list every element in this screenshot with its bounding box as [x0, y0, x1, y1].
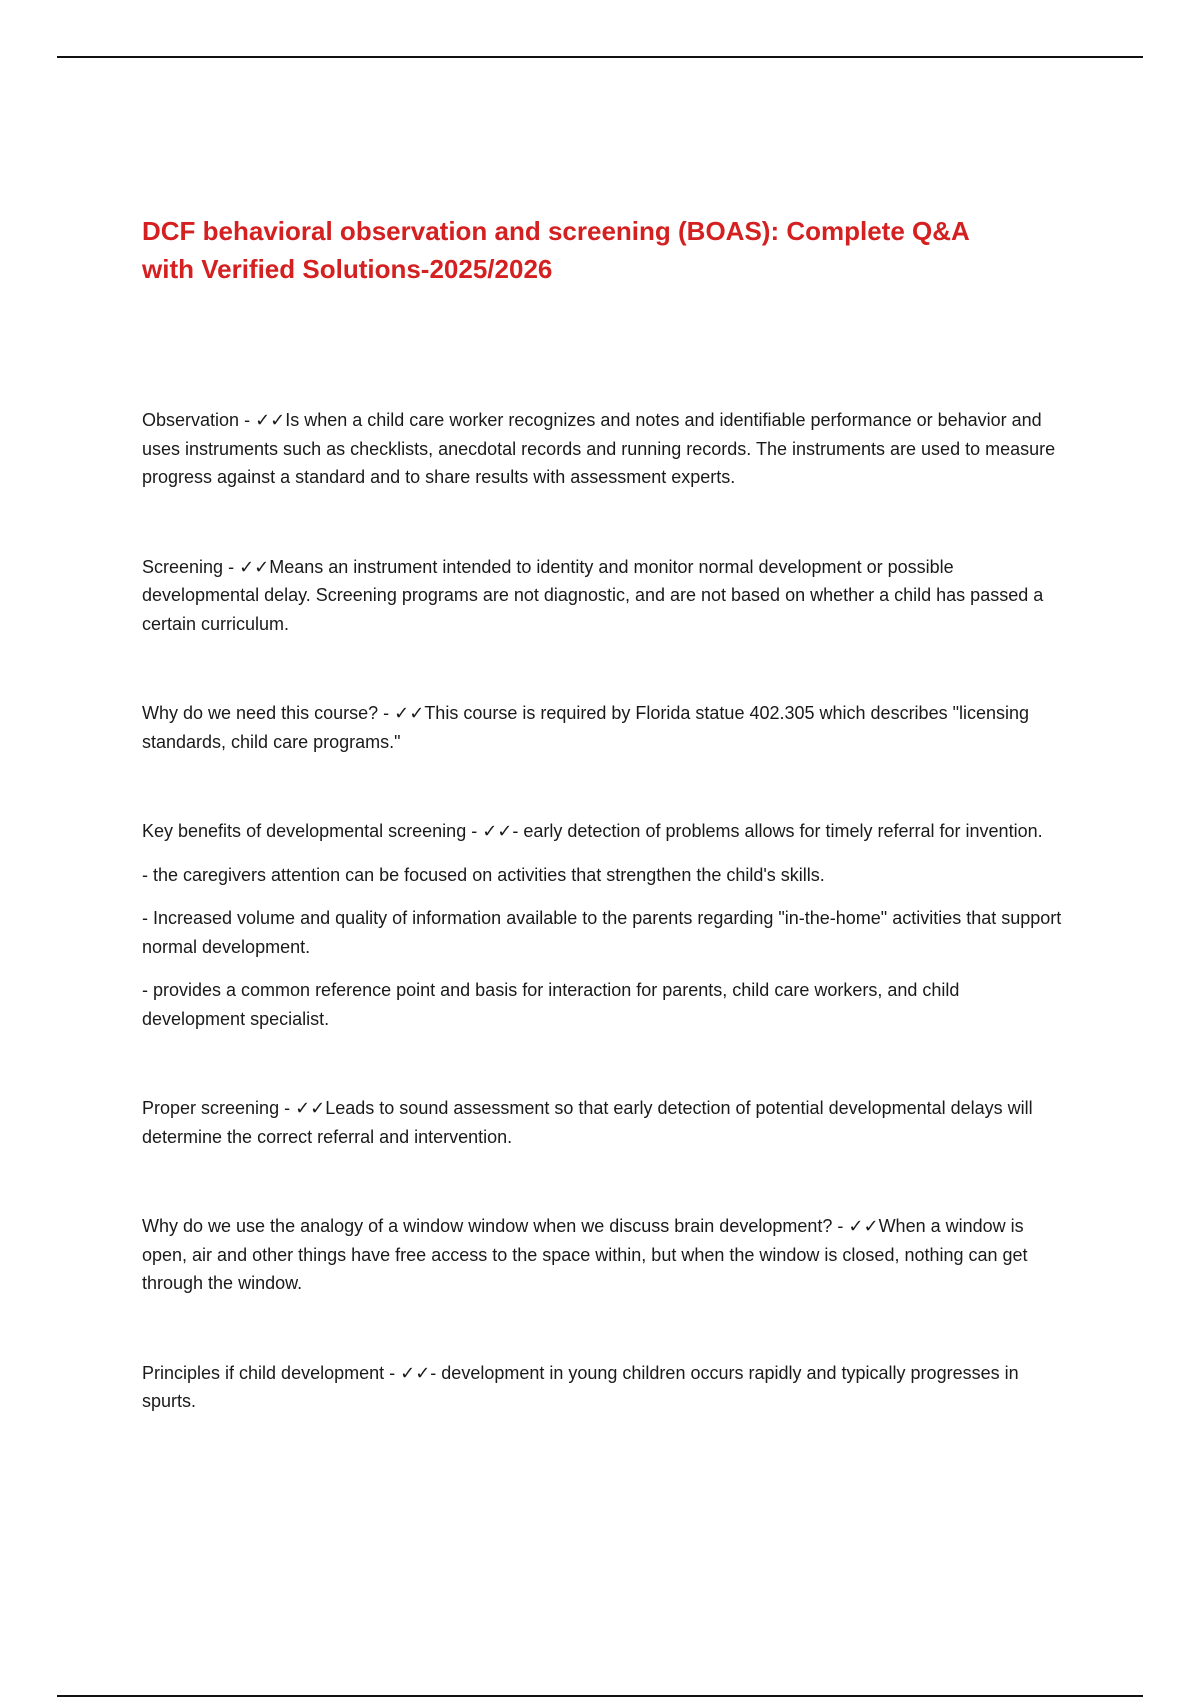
top-divider: [57, 56, 1143, 58]
qa-item: [142, 553, 1062, 639]
check-mark: ✓✓: [482, 821, 513, 841]
answer-text: - early detection of problems allows for timely referral for invention.: [512, 821, 1043, 841]
bottom-divider: [57, 1695, 1143, 1697]
title-line-1: DCF behavioral observation and screening (BOAS): Complete Q&A: [142, 216, 970, 246]
check-mark: ✓✓: [394, 703, 425, 723]
question-text: Proper screening: [142, 1098, 280, 1118]
answer-text: When a window is open, air and other things have free access to the space within, but when the window is closed, nothing can get through the window.: [142, 1216, 1028, 1293]
question-text: Observation: [142, 410, 240, 430]
answer-bullet: - the caregivers attention can be focused on activities that strengthen the child's skills.: [142, 864, 825, 885]
answer-text: Means an instrument intended to identity and monitor normal development or possible developmental delay. Screening programs are not diagnostic, and are not based on whether a child has passed a certain curriculum.: [142, 556, 1044, 634]
question-text: Why do we use the analogy of a window window when we discuss brain development?: [142, 1216, 833, 1236]
qa-item: [142, 1094, 1062, 1151]
answer-text: Leads to sound assessment so that early detection of potential developmental delays will determine the correct referral and intervention.: [142, 1098, 1033, 1147]
check-mark: ✓✓: [848, 1216, 879, 1236]
answer-bullet: - Increased volume and quality of information available to the parents regarding "in-the-home" activities that support normal development.: [142, 908, 1062, 957]
qa-entry: Principles if child development - ✓✓- development in young children occurs rapidly and typically progresses in spurts.: [142, 1362, 1019, 1411]
answer-bullet: - provides a common reference point and basis for interaction for parents, child care workers, and child development specialist.: [142, 980, 960, 1029]
question-text: Why do we need this course?: [142, 703, 379, 723]
check-mark: ✓✓: [295, 1098, 326, 1118]
qa-item: [142, 1212, 1062, 1298]
qa-entry: Screening - ✓✓Means an instrument intended to identity and monitor normal development or possible developmental delay. Screening programs are not diagnostic, and are not based on whether a child has passed a certain curriculum.: [142, 556, 1044, 634]
check-mark: ✓✓: [255, 410, 286, 430]
document-title: [142, 212, 1062, 288]
qa-entry: Proper screening - ✓✓Leads to sound assessment so that early detection of potential developmental delays will determine the correct referral and intervention.: [142, 1098, 1033, 1147]
qa-entry: Why do we use the analogy of a window window when we discuss brain development? - ✓✓When a window is open, air and other things have free access to the space within, but when the window is closed, nothing can get through the window.: [142, 1216, 1028, 1293]
qa-entry: Why do we need this course? - ✓✓This course is required by Florida statue 402.305 which describes "licensing standards, child care programs.": [142, 703, 1030, 752]
qa-entry: Key benefits of developmental screening - ✓✓- early detection of problems allows for timely referral for invention.: [142, 821, 1043, 841]
qa-item: [142, 699, 1062, 756]
document-body: [142, 212, 1062, 1416]
question-text: Principles if child development: [142, 1362, 385, 1383]
title-line-2: with Verified Solutions-2025/2026: [142, 254, 553, 284]
answer-text: - development in young children occurs rapidly and typically progresses in spurts.: [142, 1362, 1019, 1411]
qa-item: [142, 1359, 1062, 1416]
qa-list: [142, 406, 1062, 1416]
answer-text: This course is required by Florida statue 402.305 which describes "licensing standards, child care programs.": [142, 703, 1030, 752]
qa-item: [142, 817, 1062, 1033]
answer-text: Is when a child care worker recognizes and notes and identifiable performance or behavior and uses instruments such as checklists, anecdotal records and running records. The instruments are used to measure progress against a standard and to share results with assessment experts.: [142, 410, 1056, 487]
check-mark: ✓✓: [400, 1362, 431, 1383]
qa-entry: Observation - ✓✓Is when a child care worker recognizes and notes and identifiable performance or behavior and uses instruments such as checklists, anecdotal records and running records. The instruments are used to measure progress against a standard and to share results with assessment experts.: [142, 410, 1056, 487]
qa-item: [142, 406, 1062, 492]
question-text: Screening: [142, 556, 224, 577]
check-mark: ✓✓: [239, 556, 270, 577]
question-text: Key benefits of developmental screening: [142, 821, 467, 841]
